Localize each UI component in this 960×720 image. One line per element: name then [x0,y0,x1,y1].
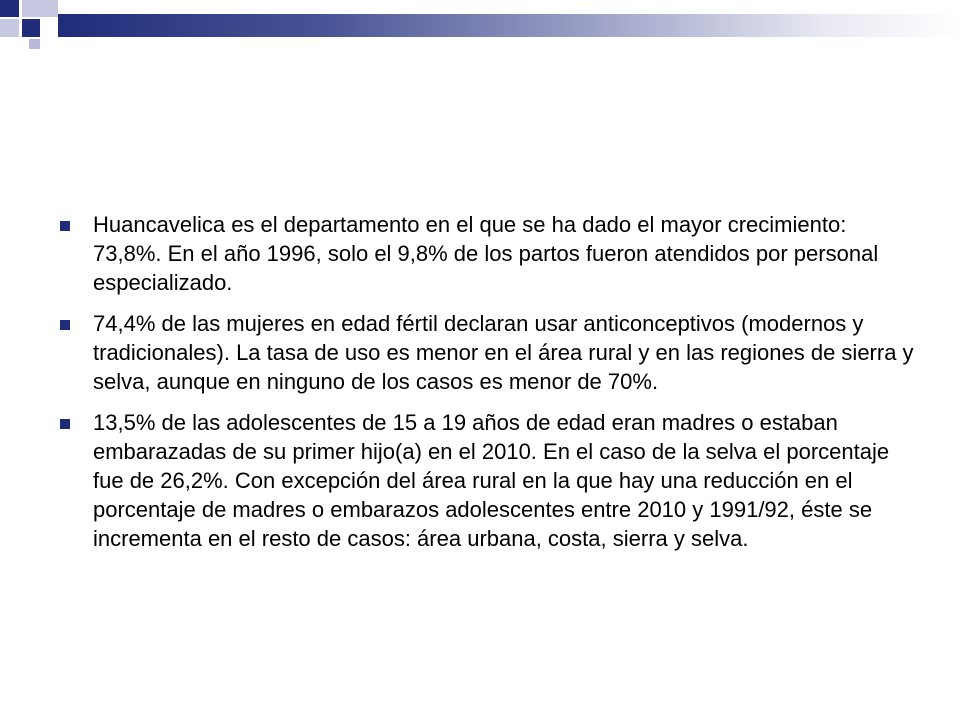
square-bullet-icon [60,320,70,330]
bullet-item [60,408,920,553]
decorative-square [29,39,40,49]
decorative-square [40,0,58,17]
header-gradient-bar [58,14,960,37]
square-bullet-icon [60,419,70,429]
bullet-list [60,210,920,565]
decorative-square [22,0,40,17]
square-bullet-icon [60,221,70,231]
bullet-text: Huancavelica es el departamento en el que se ha dado el mayor crecimiento: 73,8%. En el año 1996, solo el 9,8% de los partos fueron atendidos por personal especializado. [93,212,879,295]
bullet-item [60,210,920,297]
bullet-text: 74,4% de las mujeres en edad fértil declaran usar anticonceptivos (modernos y tradicionales). La tasa de uso es menor en el área rural y en las regiones de sierra y selva, aunque en ninguno de los casos es menor de 70%. [93,311,914,394]
decorative-square [0,0,19,17]
bullet-item [60,309,920,396]
bullet-text: 13,5% de las adolescentes de 15 a 19 años de edad eran madres o estaban embarazadas de su primer hijo(a) en el 2010. En el caso de la selva el porcentaje fue de 26,2%. Con excepción del área rural en la que hay una reducción en el porcentaje de madres o embarazos adolescentes entre 2010 y 1991/92, éste se incrementa en el resto de casos: área urbana, costa, sierra y selva. [93,410,890,551]
decorative-square [22,19,40,37]
decorative-square [0,19,19,37]
